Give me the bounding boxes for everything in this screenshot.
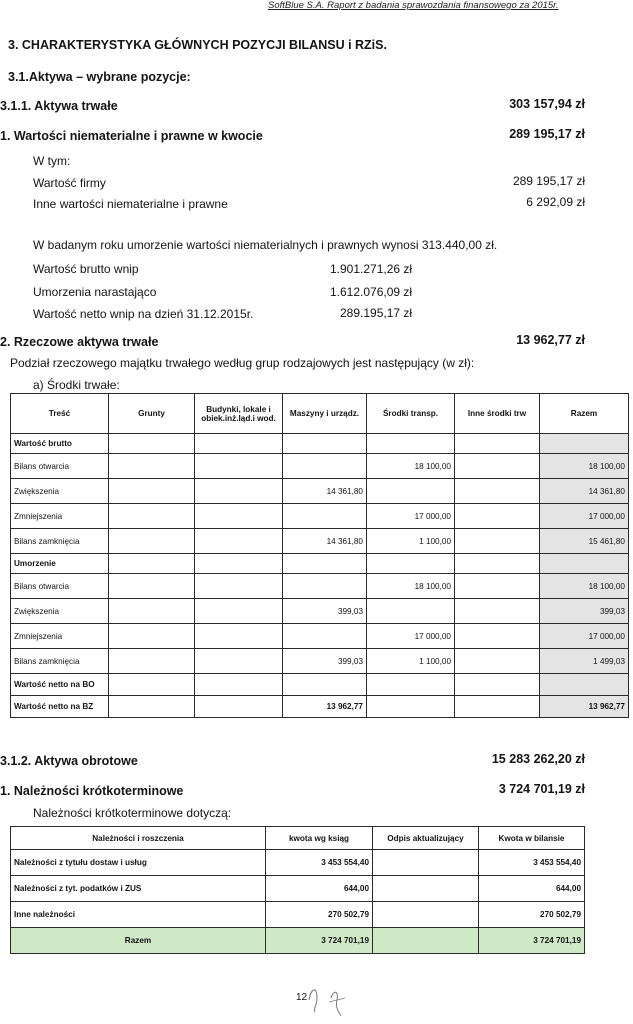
table-cell: 270 502,79	[266, 902, 373, 928]
aktywa-obrotowe-label: 3.1.2. Aktywa obrotowe	[0, 754, 138, 768]
netto-wnip-label: Wartość netto wnip na dzień 31.12.2015r.	[33, 307, 254, 321]
signature-initials	[305, 978, 355, 1018]
table-cell	[283, 454, 367, 479]
table-cell	[195, 574, 283, 599]
aktywa-title: 3.1.Aktywa – wybrane pozycje:	[8, 70, 191, 84]
table-cell: 15 461,80	[540, 529, 629, 554]
table-cell	[109, 674, 195, 696]
table-cell: 644,00	[266, 876, 373, 902]
table-cell	[455, 434, 540, 454]
table-cell	[540, 554, 629, 574]
table-row	[11, 674, 629, 696]
table-cell	[195, 624, 283, 649]
table-cell	[109, 529, 195, 554]
table-cell: 18 100,00	[540, 454, 629, 479]
header-kwota-w-bilansie: Kwota w bilansie	[479, 827, 585, 850]
table-cell	[540, 674, 629, 696]
header-razem: Razem	[540, 394, 629, 434]
table-cell: 399,03	[283, 599, 367, 624]
table-cell: Wartość netto na BO	[11, 674, 109, 696]
table-cell: 14 361,80	[540, 479, 629, 504]
table-row	[11, 876, 585, 902]
table-cell	[195, 599, 283, 624]
brutto-wnip-label: Wartość brutto wnip	[33, 262, 139, 276]
section-title: 3. CHARAKTERYSTYKA GŁÓWNYCH POZYCJI BILANSU i RZiS.	[8, 38, 387, 52]
table-row	[11, 624, 629, 649]
table-cell: 3 453 554,40	[479, 850, 585, 876]
table-cell: 14 361,80	[283, 479, 367, 504]
table-cell	[195, 434, 283, 454]
umorzenie-note: W badanym roku umorzenie wartości niematerialnych i prawnych wynosi 313.440,00 zł.	[33, 238, 498, 252]
table-cell	[109, 599, 195, 624]
table-cell: Inne należności	[11, 902, 266, 928]
table-cell	[455, 649, 540, 674]
page-header: SoftBlue S.A. Raport z badania sprawozdania finansowego za 2015r.	[268, 0, 559, 11]
table-cell	[195, 554, 283, 574]
header-grunty: Grunty	[109, 394, 195, 434]
table-cell	[373, 876, 479, 902]
table-cell: Bilans otwarcia	[11, 574, 109, 599]
naleznosci-value: 3 724 701,19 zł	[498, 782, 585, 796]
table-cell: Bilans otwarcia	[11, 454, 109, 479]
header-srodki-transp: Środki transp.	[367, 394, 455, 434]
w-tym-label: W tym:	[33, 154, 71, 168]
umorzenia-label: Umorzenia narastająco	[33, 285, 157, 299]
table-row	[11, 696, 629, 718]
table-cell	[109, 696, 195, 718]
table-cell: Umorzenie	[11, 554, 109, 574]
page-number: 12	[296, 992, 308, 1003]
rzeczowe-value: 13 962,77 zł	[516, 333, 585, 347]
table-cell: 3 724 701,19	[266, 928, 373, 954]
rzeczowe-label: 2. Rzeczowe aktywa trwałe	[0, 335, 159, 349]
table-cell	[283, 574, 367, 599]
table-cell: 17 000,00	[367, 624, 455, 649]
table-cell	[109, 454, 195, 479]
table-cell: Wartość brutto	[11, 434, 109, 454]
table-cell: 1 100,00	[367, 649, 455, 674]
table-cell	[109, 554, 195, 574]
table-cell	[367, 479, 455, 504]
table-cell: Zmniejszenia	[11, 624, 109, 649]
table-cell: Należności z tyt. podatków i ZUS	[11, 876, 266, 902]
srodki-trwale-subtitle: a) Środki trwałe:	[33, 378, 120, 392]
table-cell: 17 000,00	[540, 504, 629, 529]
table-cell: 3 724 701,19	[479, 928, 585, 954]
table-cell	[109, 624, 195, 649]
srodki-trwale-table	[10, 393, 629, 718]
naleznosci-table	[10, 826, 585, 954]
table-cell	[373, 902, 479, 928]
table-cell: Zmniejszenia	[11, 504, 109, 529]
table-cell: 1 100,00	[367, 529, 455, 554]
table-row	[11, 649, 629, 674]
table-cell	[109, 434, 195, 454]
table-cell	[540, 434, 629, 454]
wnip-value: 289 195,17 zł	[509, 127, 585, 141]
table-cell: 18 100,00	[367, 574, 455, 599]
inne-wnip-label: Inne wartości niematerialne i prawne	[33, 197, 228, 211]
table-cell	[373, 928, 479, 954]
naleznosci-dotycza: Należności krótkoterminowe dotyczą:	[33, 806, 232, 820]
table-row	[11, 529, 629, 554]
table-cell	[367, 696, 455, 718]
table-cell	[195, 454, 283, 479]
table-cell	[367, 434, 455, 454]
table-cell	[109, 479, 195, 504]
naleznosci-label: 1. Należności krótkoterminowe	[0, 784, 184, 798]
table-cell	[455, 454, 540, 479]
wnip-label: 1. Wartości niematerialne i prawne w kwocie	[0, 129, 263, 143]
table-cell	[373, 850, 479, 876]
table-cell: 14 361,80	[283, 529, 367, 554]
table-cell	[455, 504, 540, 529]
table-row	[11, 850, 585, 876]
table-row	[11, 599, 629, 624]
podzial-text: Podział rzeczowego majątku trwałego według grup rodzajowych jest następujący (w zł):	[10, 356, 475, 370]
table-cell: Zwiększenia	[11, 599, 109, 624]
table-cell: 17 000,00	[367, 504, 455, 529]
table-row	[11, 504, 629, 529]
table-cell	[283, 554, 367, 574]
table-cell	[283, 624, 367, 649]
header-maszyny: Maszyny i urządz.	[283, 394, 367, 434]
table-cell	[455, 696, 540, 718]
table-cell	[283, 504, 367, 529]
aktywa-obrotowe-value: 15 283 262,20 zł	[491, 752, 585, 766]
table-row	[11, 902, 585, 928]
table-cell: Zwiększenia	[11, 479, 109, 504]
table-cell: Razem	[11, 928, 266, 954]
header-inne: Inne środki trw	[455, 394, 540, 434]
table-cell	[283, 434, 367, 454]
header-kwota-wg-ksiag: kwota wg ksiąg	[266, 827, 373, 850]
table-cell	[195, 479, 283, 504]
table-cell: Bilans zamknięcia	[11, 649, 109, 674]
table-cell: 644,00	[479, 876, 585, 902]
table-cell: 17 000,00	[540, 624, 629, 649]
netto-wnip-value: 289.195,17 zł	[340, 306, 413, 320]
header-naleznosci: Należności i roszczenia	[11, 827, 266, 850]
inne-wnip-value: 6 292,09 zł	[526, 195, 585, 209]
table-cell: 18 100,00	[367, 454, 455, 479]
table-cell: 270 502,79	[479, 902, 585, 928]
table-cell: Wartość netto na BZ	[11, 696, 109, 718]
table-row	[11, 574, 629, 599]
table-row	[11, 554, 629, 574]
table-cell	[109, 649, 195, 674]
aktywa-trwale-value: 303 157,94 zł	[509, 97, 585, 111]
table-cell: 13 962,77	[540, 696, 629, 718]
table-cell: 3 453 554,40	[266, 850, 373, 876]
header-budynki: Budynki, lokale i obiek.inż.ląd.i wod.	[195, 394, 283, 434]
table-cell	[195, 696, 283, 718]
table-cell: 13 962,77	[283, 696, 367, 718]
wartosc-firmy-label: Wartość firmy	[33, 176, 106, 190]
table-row	[11, 479, 629, 504]
brutto-wnip-value: 1.901.271,26 zł	[330, 262, 413, 276]
table-header-row	[11, 394, 629, 434]
table-row	[11, 434, 629, 454]
table-cell	[195, 529, 283, 554]
table-cell	[455, 479, 540, 504]
table-cell: 1 499,03	[540, 649, 629, 674]
wartosc-firmy-value: 289 195,17 zł	[512, 174, 585, 188]
table-cell	[367, 554, 455, 574]
table-cell	[109, 504, 195, 529]
header-tresc: Treść	[11, 394, 109, 434]
table-cell	[455, 624, 540, 649]
table-cell	[455, 529, 540, 554]
table-cell: 18 100,00	[540, 574, 629, 599]
table-cell	[455, 599, 540, 624]
table-cell: Należności z tytułu dostaw i usług	[11, 850, 266, 876]
table-cell	[455, 574, 540, 599]
table-cell	[367, 599, 455, 624]
table-cell: Bilans zamknięcia	[11, 529, 109, 554]
table-row	[11, 928, 585, 954]
table-cell	[195, 674, 283, 696]
aktywa-trwale-label: 3.1.1. Aktywa trwałe	[0, 99, 118, 113]
table-cell	[283, 674, 367, 696]
table-cell: 399,03	[540, 599, 629, 624]
header-odpis: Odpis aktualizujący	[373, 827, 479, 850]
table-cell	[455, 554, 540, 574]
umorzenia-value: 1.612.076,09 zł	[330, 285, 413, 299]
table-cell: 399,03	[283, 649, 367, 674]
table-row	[11, 454, 629, 479]
table-cell	[109, 574, 195, 599]
table2-header-row	[11, 827, 585, 850]
table-cell	[195, 649, 283, 674]
table-cell	[195, 504, 283, 529]
table-cell	[455, 674, 540, 696]
table-cell	[367, 674, 455, 696]
